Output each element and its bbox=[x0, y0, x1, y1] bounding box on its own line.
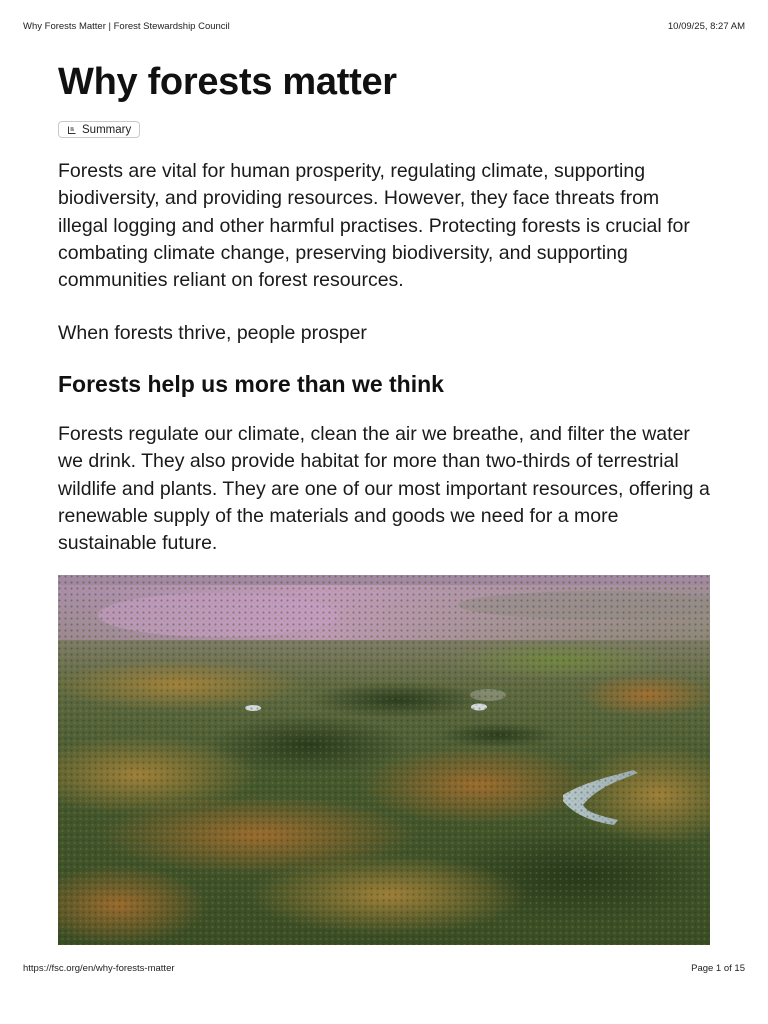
forest-aerial-image bbox=[58, 575, 710, 945]
article bbox=[58, 58, 710, 555]
print-footer-page-number: Page 1 of 15 bbox=[691, 962, 745, 974]
page-title: Why forests matter bbox=[58, 61, 397, 103]
print-header bbox=[23, 19, 745, 33]
print-footer-url: https://fsc.org/en/why-forests-matter bbox=[23, 962, 175, 974]
section-body-paragraph: Forests regulate our climate, clean the air we breathe, and filter the water we drink. They also provide habitat for more than two-thirds of terrestrial wildlife and plants. They are one of our most important resources, offering a renewable supply of the materials and goods we need for a more sustainable future. bbox=[58, 423, 710, 555]
print-footer bbox=[23, 961, 745, 975]
summary-button[interactable] bbox=[58, 121, 140, 138]
print-header-page-title: Why Forests Matter | Forest Stewardship Council bbox=[23, 20, 230, 32]
intro-paragraph: Forests are vital for human prosperity, regulating climate, supporting biodiversity, and providing resources. However, they face threats from illegal logging and other harmful practises. Protecting forests is crucial for combating climate change, preserving biodiversity, and supporting communities reliant on forest resources. bbox=[58, 160, 690, 292]
tagline-paragraph: When forests thrive, people prosper bbox=[58, 322, 367, 344]
summary-icon bbox=[67, 125, 77, 135]
section-heading: Forests help us more than we think bbox=[58, 371, 444, 397]
summary-button-label: Summary bbox=[82, 123, 132, 136]
print-header-datetime: 10/09/25, 8:27 AM bbox=[667, 20, 745, 32]
